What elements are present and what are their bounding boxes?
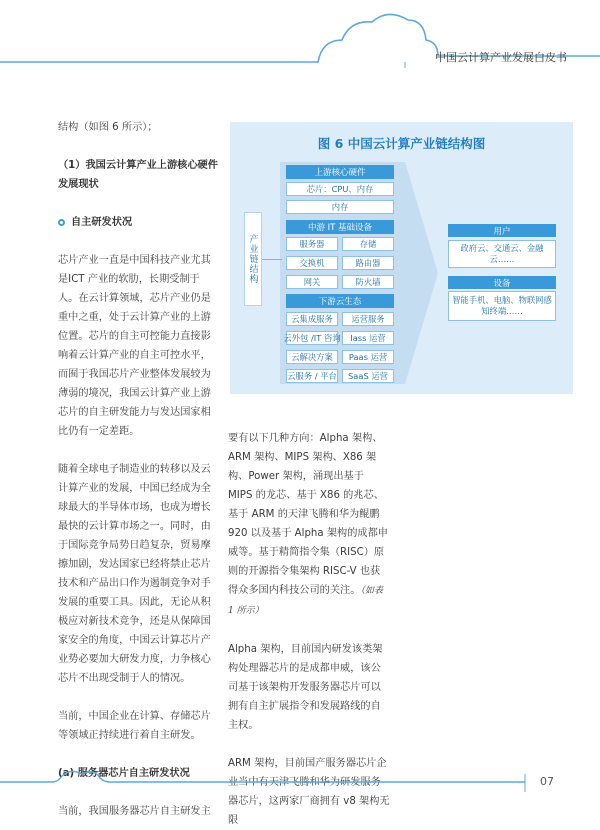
downstream-head: 下游云生态 [286, 294, 394, 308]
midstream-head: 中游 IT 基础设备 [286, 220, 394, 234]
header-title: 中国云计算产业发展白皮书 [435, 51, 567, 64]
paragraph: Alpha 架构，目前国内研发该类架构处理器芯片的是成都申威，该公司基于该架构开发服务器芯片可以拥有自主扩展指令和发展路线的自主权。 [228, 644, 383, 731]
table-reference: （如表 1 所示） [228, 586, 383, 616]
page-number: 07 [540, 775, 554, 788]
downstream-cell: 云解决方案 [286, 350, 338, 364]
footer-cloud-decoration [0, 770, 600, 814]
downstream-cell: 云外包 /IT 咨询 [283, 333, 341, 343]
upstream-chip-cell: 芯片：CPU、内存 [286, 182, 394, 196]
downstream-cell: 运营服务 [342, 312, 394, 326]
paragraph-text: 要有以下几种方向：Alpha 架构、ARM 架构、MIPS 架构、X86 架构、Power 架构，涌现出基于 MIPS 的龙芯、基于 X86 的兆芯、基于 ARM 的天津飞腾和华为鲲鹏 920 以及基于 Alpha 架构的成都申威等。基于精简指令集（RISC）原则的开源指令集架构 RISC-V 也获得众多国内科技公司的关注。 [228, 433, 388, 596]
intro-text: 结构（如图 6 所示）； [58, 122, 158, 133]
midstream-cell: 存储 [342, 237, 394, 251]
paragraph: 随着全球电子制造业的转移以及云计算产业的发展，中国已经成为全球最大的半导体市场，也成为增长最快的云计算市场之一。同时，由于国际竞争局势日趋复杂，贸易摩擦加剧，发达国家已经将禁止芯片技术和产品出口作为遏制竞争对手发展的重要工具。因此，无论从积极应对新技术竞争，还是从保障国家安全的角度，中国云计算芯片产业势必要加大研发力度，力争核心芯片不出现受制于人的情况。 [58, 464, 211, 684]
midstream-cell: 交换机 [286, 256, 338, 270]
device-body: 智能手机、电脑、物联网感知终端…… [448, 291, 556, 321]
device-head: 设备 [448, 276, 556, 289]
paragraph: 当前，中国企业在计算、存储芯片等领域正持续进行着自主研发。 [58, 711, 211, 741]
sub-heading-independent-rd [58, 213, 218, 232]
upstream-memory-cell: 内存 [286, 200, 394, 214]
circle-bullet-icon [58, 219, 65, 226]
midstream-cell: 防火墙 [342, 275, 394, 289]
paragraph: 芯片产业一直是中国科技产业尤其是ICT 产业的软肋，长期受制于人。在云计算领域，芯片产业仍是重中之重，处于云计算产业的上游位置。芯片的自主可控能力直接影响着云计算产业的自主可控水平，而囿于我国芯片产业整体发展较为薄弱的境况，我国云计算产业上游芯片的自主研发能力与发达国家相比仍有一定差距。 [58, 255, 211, 437]
downstream-cell: Paas 运营 [342, 350, 394, 364]
figure-title: 图 6 中国云计算产业链结构图 [317, 136, 486, 151]
downstream-cell: 云服务 / 平台 [287, 371, 337, 381]
upstream-head: 上游核心硬件 [286, 165, 394, 179]
paragraph: 当前，我国服务器芯片自主研发主 [58, 806, 211, 817]
chain-structure-label: 产业链结构 [244, 212, 262, 306]
sub-heading-label: 自主研发状况 [71, 217, 133, 228]
left-column [58, 118, 218, 821]
downstream-cell: SaaS 运营 [342, 369, 394, 383]
user-head: 用户 [448, 224, 556, 237]
paragraph [228, 429, 390, 621]
midstream-cell: 路由器 [342, 256, 394, 270]
downstream-cell: Iass 运营 [342, 331, 394, 345]
section-heading: （1）我国云计算产业上游核心硬件发展现状 [58, 160, 218, 190]
sub-heading-server-chip: (a) 服务器芯片自主研发状况 [58, 768, 190, 779]
paragraph: ARM 架构，目前国产服务器芯片企业当中有天津飞腾和华为研发服务器芯片，这两家厂商拥有 v8 架构无限 [228, 758, 390, 826]
downstream-cell: 云集成服务 [286, 312, 338, 326]
connector-line [262, 259, 282, 260]
user-body: 政府云、交通云、金融云…… [448, 240, 556, 268]
midstream-cell: 服务器 [286, 237, 338, 251]
midstream-cell: 网关 [286, 275, 338, 289]
